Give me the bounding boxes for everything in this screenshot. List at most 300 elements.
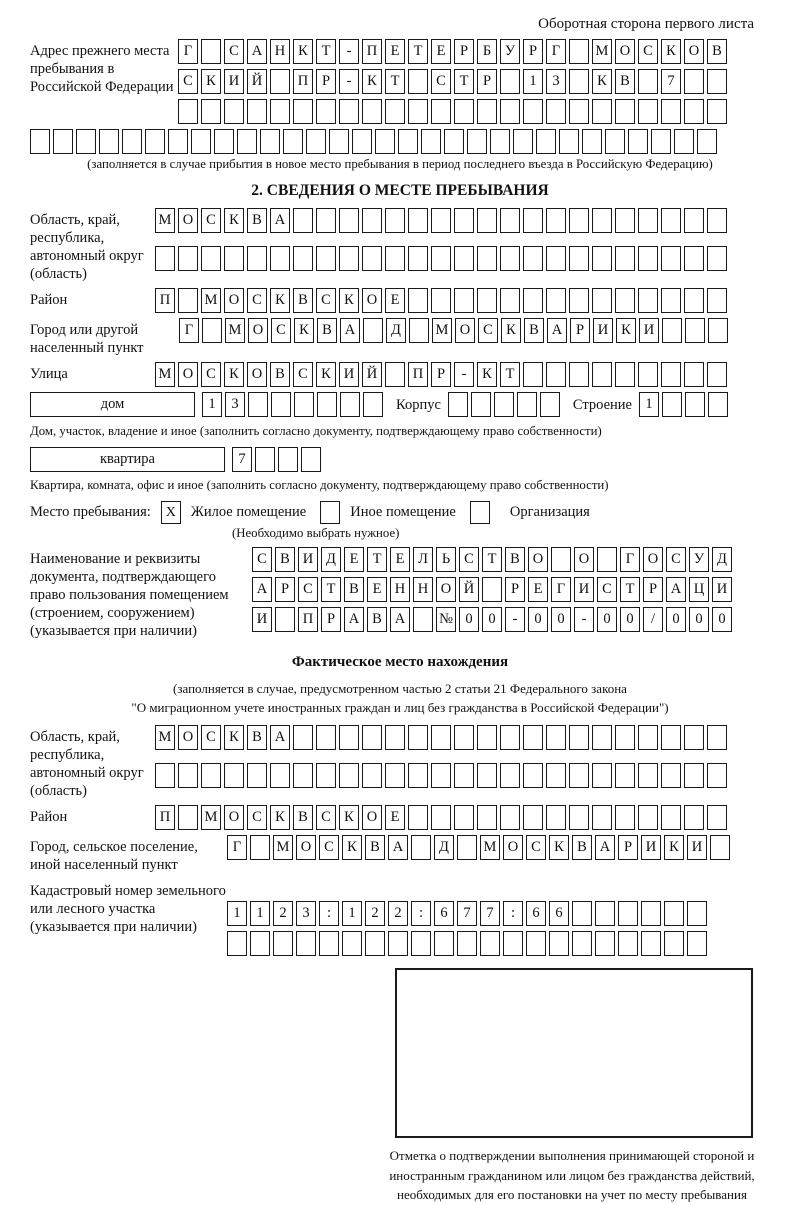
char-cell[interactable] — [273, 931, 293, 956]
char-cell[interactable]: : — [503, 901, 523, 926]
char-cell[interactable] — [615, 208, 635, 233]
char-cell[interactable]: К — [339, 288, 359, 313]
char-cell[interactable] — [707, 208, 727, 233]
char-cell[interactable] — [697, 129, 717, 154]
char-cell[interactable]: С — [252, 547, 272, 572]
char-cell[interactable] — [201, 246, 221, 271]
char-cell[interactable]: Г — [178, 39, 198, 64]
char-cell[interactable]: С — [459, 547, 479, 572]
char-cell[interactable] — [408, 99, 428, 124]
char-cell[interactable] — [293, 99, 313, 124]
char-cell[interactable]: С — [247, 805, 267, 830]
char-cell[interactable] — [638, 805, 658, 830]
char-cell[interactable]: 0 — [620, 607, 640, 632]
char-cell[interactable]: С — [526, 835, 546, 860]
char-cell[interactable]: М — [155, 208, 175, 233]
char-cell[interactable] — [477, 763, 497, 788]
char-cell[interactable] — [707, 763, 727, 788]
char-cell[interactable]: 3 — [296, 901, 316, 926]
char-cell[interactable]: Т — [316, 39, 336, 64]
char-cell[interactable] — [270, 99, 290, 124]
char-cell[interactable]: 1 — [639, 392, 659, 417]
char-cell[interactable]: 1 — [342, 901, 362, 926]
char-cell[interactable]: Т — [500, 362, 520, 387]
char-cell[interactable]: Л — [413, 547, 433, 572]
char-cell[interactable] — [517, 392, 537, 417]
char-cell[interactable]: В — [505, 547, 525, 572]
char-cell[interactable]: М — [155, 362, 175, 387]
char-cell[interactable] — [523, 288, 543, 313]
char-cell[interactable]: П — [408, 362, 428, 387]
char-cell[interactable] — [661, 246, 681, 271]
char-cell[interactable]: В — [572, 835, 592, 860]
char-cell[interactable] — [615, 362, 635, 387]
char-cell[interactable] — [684, 288, 704, 313]
char-cell[interactable] — [546, 725, 566, 750]
char-cell[interactable] — [546, 208, 566, 233]
char-cell[interactable]: Р — [275, 577, 295, 602]
char-cell[interactable] — [316, 763, 336, 788]
char-cell[interactable] — [385, 362, 405, 387]
char-cell[interactable] — [500, 69, 520, 94]
char-cell[interactable]: В — [365, 835, 385, 860]
char-cell[interactable]: А — [547, 318, 567, 343]
char-cell[interactable] — [592, 805, 612, 830]
char-cell[interactable]: В — [344, 577, 364, 602]
char-cell[interactable] — [664, 901, 684, 926]
char-cell[interactable] — [178, 99, 198, 124]
char-cell[interactable] — [224, 246, 244, 271]
char-cell[interactable] — [409, 318, 429, 343]
char-cell[interactable]: С — [431, 69, 451, 94]
char-cell[interactable] — [546, 99, 566, 124]
char-cell[interactable] — [546, 763, 566, 788]
char-cell[interactable] — [168, 129, 188, 154]
char-cell[interactable] — [684, 763, 704, 788]
char-cell[interactable] — [540, 392, 560, 417]
char-cell[interactable]: 0 — [482, 607, 502, 632]
char-cell[interactable]: М — [155, 725, 175, 750]
char-cell[interactable]: С — [638, 39, 658, 64]
char-cell[interactable]: К — [477, 362, 497, 387]
char-cell[interactable]: С — [319, 835, 339, 860]
char-cell[interactable]: Р — [643, 577, 663, 602]
char-cell[interactable] — [411, 931, 431, 956]
char-cell[interactable] — [480, 931, 500, 956]
char-cell[interactable] — [201, 99, 221, 124]
char-cell[interactable]: О — [296, 835, 316, 860]
char-cell[interactable] — [76, 129, 96, 154]
char-cell[interactable]: Г — [551, 577, 571, 602]
char-cell[interactable] — [270, 763, 290, 788]
char-cell[interactable] — [385, 763, 405, 788]
char-cell[interactable] — [247, 99, 267, 124]
char-cell[interactable] — [385, 246, 405, 271]
char-cell[interactable]: 1 — [250, 901, 270, 926]
char-cell[interactable]: № — [436, 607, 456, 632]
char-cell[interactable] — [293, 763, 313, 788]
char-cell[interactable] — [615, 805, 635, 830]
char-cell[interactable]: О — [684, 39, 704, 64]
char-cell[interactable] — [684, 208, 704, 233]
char-cell[interactable] — [674, 129, 694, 154]
char-cell[interactable]: А — [270, 208, 290, 233]
char-cell[interactable]: К — [316, 362, 336, 387]
char-cell[interactable] — [296, 931, 316, 956]
char-cell[interactable] — [363, 392, 383, 417]
char-cell[interactable] — [227, 931, 247, 956]
char-cell[interactable]: С — [316, 805, 336, 830]
char-cell[interactable] — [362, 208, 382, 233]
char-cell[interactable] — [306, 129, 326, 154]
char-cell[interactable]: Р — [618, 835, 638, 860]
char-cell[interactable]: 2 — [388, 901, 408, 926]
char-cell[interactable]: 6 — [526, 901, 546, 926]
char-cell[interactable]: У — [500, 39, 520, 64]
char-cell[interactable] — [339, 246, 359, 271]
char-cell[interactable] — [569, 288, 589, 313]
char-cell[interactable]: А — [247, 39, 267, 64]
char-cell[interactable]: В — [270, 362, 290, 387]
char-cell[interactable] — [431, 246, 451, 271]
char-cell[interactable]: Е — [385, 805, 405, 830]
char-cell[interactable]: Й — [247, 69, 267, 94]
char-cell[interactable] — [707, 288, 727, 313]
char-cell[interactable]: 2 — [273, 901, 293, 926]
char-cell[interactable] — [340, 392, 360, 417]
char-cell[interactable]: С — [201, 362, 221, 387]
char-cell[interactable] — [454, 725, 474, 750]
char-cell[interactable] — [454, 288, 474, 313]
char-cell[interactable]: П — [362, 39, 382, 64]
char-cell[interactable]: А — [340, 318, 360, 343]
char-cell[interactable]: О — [362, 288, 382, 313]
char-cell[interactable] — [316, 246, 336, 271]
char-cell[interactable] — [708, 318, 728, 343]
char-cell[interactable] — [178, 763, 198, 788]
char-cell[interactable]: С — [201, 725, 221, 750]
char-cell[interactable]: 0 — [551, 607, 571, 632]
char-cell[interactable] — [641, 931, 661, 956]
char-cell[interactable] — [411, 835, 431, 860]
char-cell[interactable]: С — [224, 39, 244, 64]
char-cell[interactable] — [477, 99, 497, 124]
char-cell[interactable] — [569, 69, 589, 94]
char-cell[interactable] — [99, 129, 119, 154]
char-cell[interactable] — [342, 931, 362, 956]
char-cell[interactable] — [707, 725, 727, 750]
char-cell[interactable]: Е — [385, 39, 405, 64]
char-cell[interactable] — [569, 763, 589, 788]
char-cell[interactable] — [494, 392, 514, 417]
char-cell[interactable]: В — [247, 208, 267, 233]
char-cell[interactable] — [661, 725, 681, 750]
char-cell[interactable]: Р — [570, 318, 590, 343]
char-cell[interactable]: В — [293, 288, 313, 313]
char-cell[interactable] — [339, 99, 359, 124]
char-cell[interactable]: 6 — [434, 901, 454, 926]
char-cell[interactable]: В — [707, 39, 727, 64]
char-cell[interactable]: К — [616, 318, 636, 343]
char-cell[interactable] — [651, 129, 671, 154]
char-cell[interactable] — [278, 447, 298, 472]
char-cell[interactable] — [457, 931, 477, 956]
char-cell[interactable]: Р — [431, 362, 451, 387]
char-cell[interactable] — [569, 362, 589, 387]
char-cell[interactable] — [316, 208, 336, 233]
char-cell[interactable] — [569, 725, 589, 750]
char-cell[interactable] — [592, 362, 612, 387]
char-cell[interactable] — [569, 208, 589, 233]
char-cell[interactable]: О — [248, 318, 268, 343]
char-cell[interactable]: 0 — [666, 607, 686, 632]
char-cell[interactable]: 0 — [689, 607, 709, 632]
char-cell[interactable]: О — [574, 547, 594, 572]
char-cell[interactable] — [454, 99, 474, 124]
char-cell[interactable] — [592, 99, 612, 124]
char-cell[interactable]: К — [501, 318, 521, 343]
char-cell[interactable] — [638, 208, 658, 233]
char-cell[interactable]: 1 — [227, 901, 247, 926]
char-cell[interactable] — [316, 725, 336, 750]
char-cell[interactable] — [536, 129, 556, 154]
char-cell[interactable] — [362, 99, 382, 124]
char-cell[interactable] — [523, 763, 543, 788]
char-cell[interactable] — [316, 99, 336, 124]
char-cell[interactable]: Ц — [689, 577, 709, 602]
char-cell[interactable] — [408, 763, 428, 788]
char-cell[interactable] — [363, 318, 383, 343]
char-cell[interactable] — [523, 805, 543, 830]
char-cell[interactable]: О — [503, 835, 523, 860]
char-cell[interactable] — [385, 208, 405, 233]
char-cell[interactable]: Е — [367, 577, 387, 602]
char-cell[interactable] — [500, 288, 520, 313]
char-cell[interactable] — [503, 931, 523, 956]
char-cell[interactable] — [448, 392, 468, 417]
char-cell[interactable] — [661, 208, 681, 233]
char-cell[interactable]: 1 — [523, 69, 543, 94]
char-cell[interactable] — [546, 288, 566, 313]
char-cell[interactable] — [569, 39, 589, 64]
char-cell[interactable] — [707, 805, 727, 830]
char-cell[interactable] — [500, 763, 520, 788]
char-cell[interactable] — [685, 392, 705, 417]
char-cell[interactable]: О — [224, 288, 244, 313]
char-cell[interactable] — [413, 607, 433, 632]
char-cell[interactable] — [362, 763, 382, 788]
char-cell[interactable] — [457, 835, 477, 860]
char-cell[interactable] — [454, 246, 474, 271]
char-cell[interactable] — [247, 246, 267, 271]
char-cell[interactable]: С — [247, 288, 267, 313]
char-cell[interactable]: Р — [505, 577, 525, 602]
char-cell[interactable]: Т — [620, 577, 640, 602]
char-cell[interactable] — [388, 931, 408, 956]
char-cell[interactable]: А — [252, 577, 272, 602]
char-cell[interactable]: И — [252, 607, 272, 632]
char-cell[interactable] — [352, 129, 372, 154]
char-cell[interactable]: О — [643, 547, 663, 572]
char-cell[interactable]: Н — [413, 577, 433, 602]
char-cell[interactable]: М — [225, 318, 245, 343]
char-cell[interactable] — [201, 39, 221, 64]
char-cell[interactable]: А — [595, 835, 615, 860]
char-cell[interactable]: Б — [477, 39, 497, 64]
char-cell[interactable]: Й — [459, 577, 479, 602]
checkbox-other-premises[interactable] — [320, 501, 340, 524]
char-cell[interactable] — [595, 931, 615, 956]
char-cell[interactable] — [301, 447, 321, 472]
char-cell[interactable] — [687, 931, 707, 956]
char-cell[interactable] — [317, 392, 337, 417]
char-cell[interactable]: Т — [321, 577, 341, 602]
char-cell[interactable] — [628, 129, 648, 154]
char-cell[interactable]: К — [362, 69, 382, 94]
char-cell[interactable] — [191, 129, 211, 154]
char-cell[interactable] — [270, 246, 290, 271]
char-cell[interactable] — [615, 99, 635, 124]
char-cell[interactable] — [500, 208, 520, 233]
char-cell[interactable] — [661, 763, 681, 788]
char-cell[interactable]: Д — [712, 547, 732, 572]
char-cell[interactable]: Н — [270, 39, 290, 64]
char-cell[interactable]: И — [593, 318, 613, 343]
char-cell[interactable]: К — [270, 805, 290, 830]
char-cell[interactable] — [385, 99, 405, 124]
char-cell[interactable]: Г — [546, 39, 566, 64]
char-cell[interactable]: Р — [316, 69, 336, 94]
char-cell[interactable] — [362, 725, 382, 750]
char-cell[interactable] — [661, 362, 681, 387]
char-cell[interactable] — [408, 288, 428, 313]
char-cell[interactable]: Т — [385, 69, 405, 94]
char-cell[interactable]: Т — [454, 69, 474, 94]
char-cell[interactable] — [431, 763, 451, 788]
char-cell[interactable] — [122, 129, 142, 154]
char-cell[interactable]: О — [178, 725, 198, 750]
char-cell[interactable] — [526, 931, 546, 956]
char-cell[interactable]: Е — [385, 288, 405, 313]
char-cell[interactable]: - — [574, 607, 594, 632]
char-cell[interactable]: К — [201, 69, 221, 94]
char-cell[interactable]: Е — [390, 547, 410, 572]
char-cell[interactable] — [477, 288, 497, 313]
char-cell[interactable]: 1 — [202, 392, 222, 417]
char-cell[interactable]: 7 — [661, 69, 681, 94]
char-cell[interactable]: М — [201, 288, 221, 313]
char-cell[interactable] — [224, 99, 244, 124]
char-cell[interactable]: С — [178, 69, 198, 94]
char-cell[interactable] — [155, 246, 175, 271]
char-cell[interactable]: С — [298, 577, 318, 602]
char-cell[interactable]: Р — [523, 39, 543, 64]
char-cell[interactable] — [477, 208, 497, 233]
char-cell[interactable] — [250, 835, 270, 860]
char-cell[interactable]: Й — [362, 362, 382, 387]
char-cell[interactable]: И — [712, 577, 732, 602]
char-cell[interactable] — [523, 725, 543, 750]
char-cell[interactable]: А — [270, 725, 290, 750]
char-cell[interactable] — [275, 607, 295, 632]
char-cell[interactable]: 3 — [225, 392, 245, 417]
char-cell[interactable] — [523, 362, 543, 387]
char-cell[interactable] — [477, 246, 497, 271]
char-cell[interactable] — [431, 208, 451, 233]
char-cell[interactable] — [408, 208, 428, 233]
char-cell[interactable]: И — [641, 835, 661, 860]
char-cell[interactable] — [710, 835, 730, 860]
char-cell[interactable]: О — [528, 547, 548, 572]
char-cell[interactable]: К — [549, 835, 569, 860]
char-cell[interactable]: / — [643, 607, 663, 632]
char-cell[interactable]: В — [367, 607, 387, 632]
char-cell[interactable]: 0 — [528, 607, 548, 632]
char-cell[interactable] — [546, 362, 566, 387]
char-cell[interactable] — [178, 246, 198, 271]
char-cell[interactable]: О — [224, 805, 244, 830]
char-cell[interactable] — [155, 763, 175, 788]
char-cell[interactable] — [201, 763, 221, 788]
char-cell[interactable] — [385, 725, 405, 750]
char-cell[interactable] — [283, 129, 303, 154]
char-cell[interactable]: М — [273, 835, 293, 860]
char-cell[interactable] — [178, 805, 198, 830]
char-cell[interactable] — [431, 288, 451, 313]
char-cell[interactable] — [237, 129, 257, 154]
char-cell[interactable] — [661, 99, 681, 124]
char-cell[interactable]: Т — [367, 547, 387, 572]
char-cell[interactable] — [523, 208, 543, 233]
char-cell[interactable] — [638, 99, 658, 124]
char-cell[interactable] — [638, 69, 658, 94]
char-cell[interactable] — [582, 129, 602, 154]
char-cell[interactable]: К — [224, 362, 244, 387]
char-cell[interactable]: А — [388, 835, 408, 860]
char-cell[interactable] — [513, 129, 533, 154]
char-cell[interactable] — [605, 129, 625, 154]
char-cell[interactable]: П — [155, 288, 175, 313]
char-cell[interactable] — [431, 99, 451, 124]
char-cell[interactable] — [477, 725, 497, 750]
char-cell[interactable] — [454, 208, 474, 233]
char-cell[interactable]: С — [201, 208, 221, 233]
char-cell[interactable] — [247, 763, 267, 788]
char-cell[interactable] — [559, 129, 579, 154]
char-cell[interactable] — [339, 725, 359, 750]
char-cell[interactable] — [471, 392, 491, 417]
char-cell[interactable] — [551, 547, 571, 572]
char-cell[interactable]: А — [666, 577, 686, 602]
char-cell[interactable] — [595, 901, 615, 926]
char-cell[interactable]: И — [339, 362, 359, 387]
char-cell[interactable]: 7 — [480, 901, 500, 926]
char-cell[interactable] — [214, 129, 234, 154]
char-cell[interactable]: О — [178, 362, 198, 387]
char-cell[interactable]: К — [293, 39, 313, 64]
char-cell[interactable]: В — [247, 725, 267, 750]
char-cell[interactable]: Р — [321, 607, 341, 632]
char-cell[interactable]: - — [454, 362, 474, 387]
char-cell[interactable] — [500, 725, 520, 750]
char-cell[interactable]: К — [339, 805, 359, 830]
char-cell[interactable] — [597, 547, 617, 572]
char-cell[interactable]: Г — [227, 835, 247, 860]
char-cell[interactable]: О — [455, 318, 475, 343]
char-cell[interactable] — [523, 99, 543, 124]
char-cell[interactable] — [708, 392, 728, 417]
char-cell[interactable] — [569, 805, 589, 830]
